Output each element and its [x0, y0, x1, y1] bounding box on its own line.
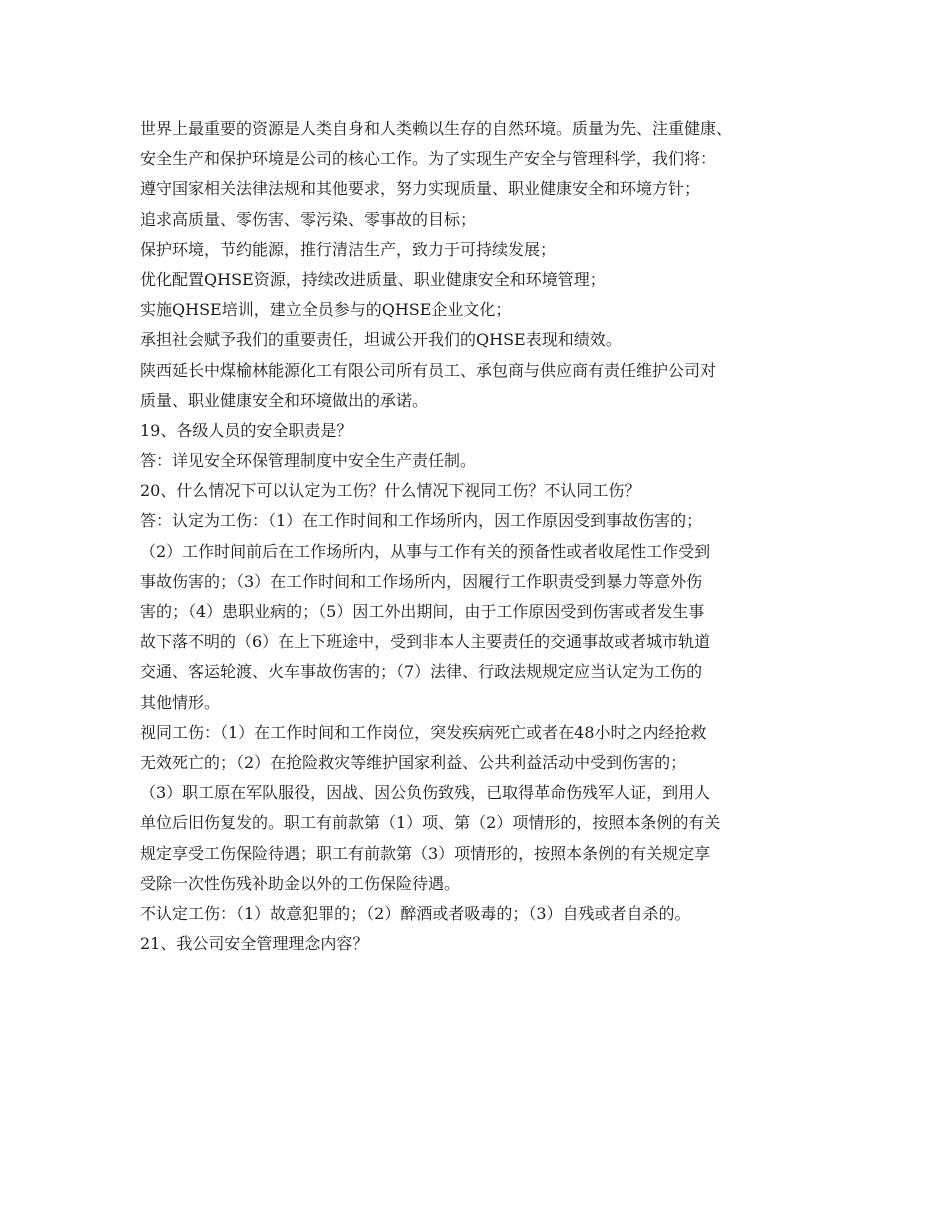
text-line: 无效死亡的；（2）在抢险救灾等维护国家利益、公共利益活动中受到伤害的； — [140, 752, 687, 772]
text-line: 承担社会赋予我们的重要责任，坦诚公开我们的QHSE表现和绩效。 — [140, 330, 622, 350]
text-line: 保护环境，节约能源，推行清洁生产，致力于可持续发展； — [140, 239, 557, 259]
text-line: 视同工伤：（1）在工作时间和工作岗位，突发疾病死亡或者在48小时之内经抢救 — [140, 722, 707, 742]
text-line: 不认定工伤：（1）故意犯罪的；（2）醉酒或者吸毒的；（3）自残或者自杀的。 — [140, 903, 691, 923]
text-line: 实施QHSE培训，建立全员参与的QHSE企业文化； — [140, 300, 512, 320]
text-line: 世界上最重要的资源是人类自身和人类赖以生存的自然环境。质量为先、注重健康、 — [140, 119, 733, 138]
text-line: 遵守国家相关法律法规和其他要求，努力实现质量、职业健康安全和环境方针； — [140, 179, 701, 199]
question-heading: 20、什么情况下可以认定为工伤？什么情况下视同工伤？不认同工伤？ — [140, 481, 641, 501]
text-line: 害的；（4）患职业病的；（5）因工外出期间，由于工作原因受到伤害或者发生事 — [140, 602, 705, 621]
text-line: 规定享受工伤保险待遇；职工有前款第（3）项情形的，按照本条例的有关规定享 — [140, 843, 711, 863]
text-line: 事故伤害的；（3）在工作时间和工作场所内，因履行工作职责受到暴力等意外伤 — [140, 571, 703, 591]
document-body — [140, 114, 830, 959]
text-line: 质量、职业健康安全和环境做出的承诺。 — [140, 390, 429, 410]
text-line: （2）工作时间前后在工作场所内，从事与工作有关的预备性或者收尾性工作受到 — [140, 541, 711, 561]
text-line: （3）职工原在军队服役，因战、因公负伤致残，已取得革命伤残军人证，到用人 — [140, 783, 711, 803]
text-line: 受除一次性伤残补助金以外的工伤保险待遇。 — [140, 873, 461, 893]
answer-text: 答：详见安全环保管理制度中安全生产责任制。 — [140, 451, 477, 471]
text-line: 交通、客运轮渡、火车事故伤害的；（7）法律、行政法规规定应当认定为工伤的 — [140, 662, 703, 682]
text-line: 故下落不明的（6）在上下班途中，受到非本人主要责任的交通事故或者城市轨道 — [140, 632, 711, 652]
text-line: 单位后旧伤复发的。职工有前款第（1）项、第（2）项情形的，按照本条例的有关 — [140, 813, 721, 833]
text-line: 优化配置QHSE资源，持续改进质量、职业健康安全和环境管理； — [140, 269, 606, 289]
text-line: 其他情形。 — [140, 692, 221, 712]
text-line: 陕西延长中煤榆林能源化工有限公司所有员工、承包商与供应商有责任维护公司对 — [140, 360, 717, 380]
text-line: 安全生产和保护环境是公司的核心工作。为了实现生产安全与管理科学，我们将： — [140, 149, 717, 169]
answer-text: 答：认定为工伤：（1）在工作时间和工作场所内，因工作原因受到事故伤害的； — [140, 511, 703, 531]
question-heading: 19、各级人员的安全职责是？ — [140, 420, 353, 440]
question-heading: 21、我公司安全管理理念内容？ — [140, 934, 369, 954]
text-line: 追求高质量、零伤害、零污染、零事故的目标； — [140, 209, 477, 229]
